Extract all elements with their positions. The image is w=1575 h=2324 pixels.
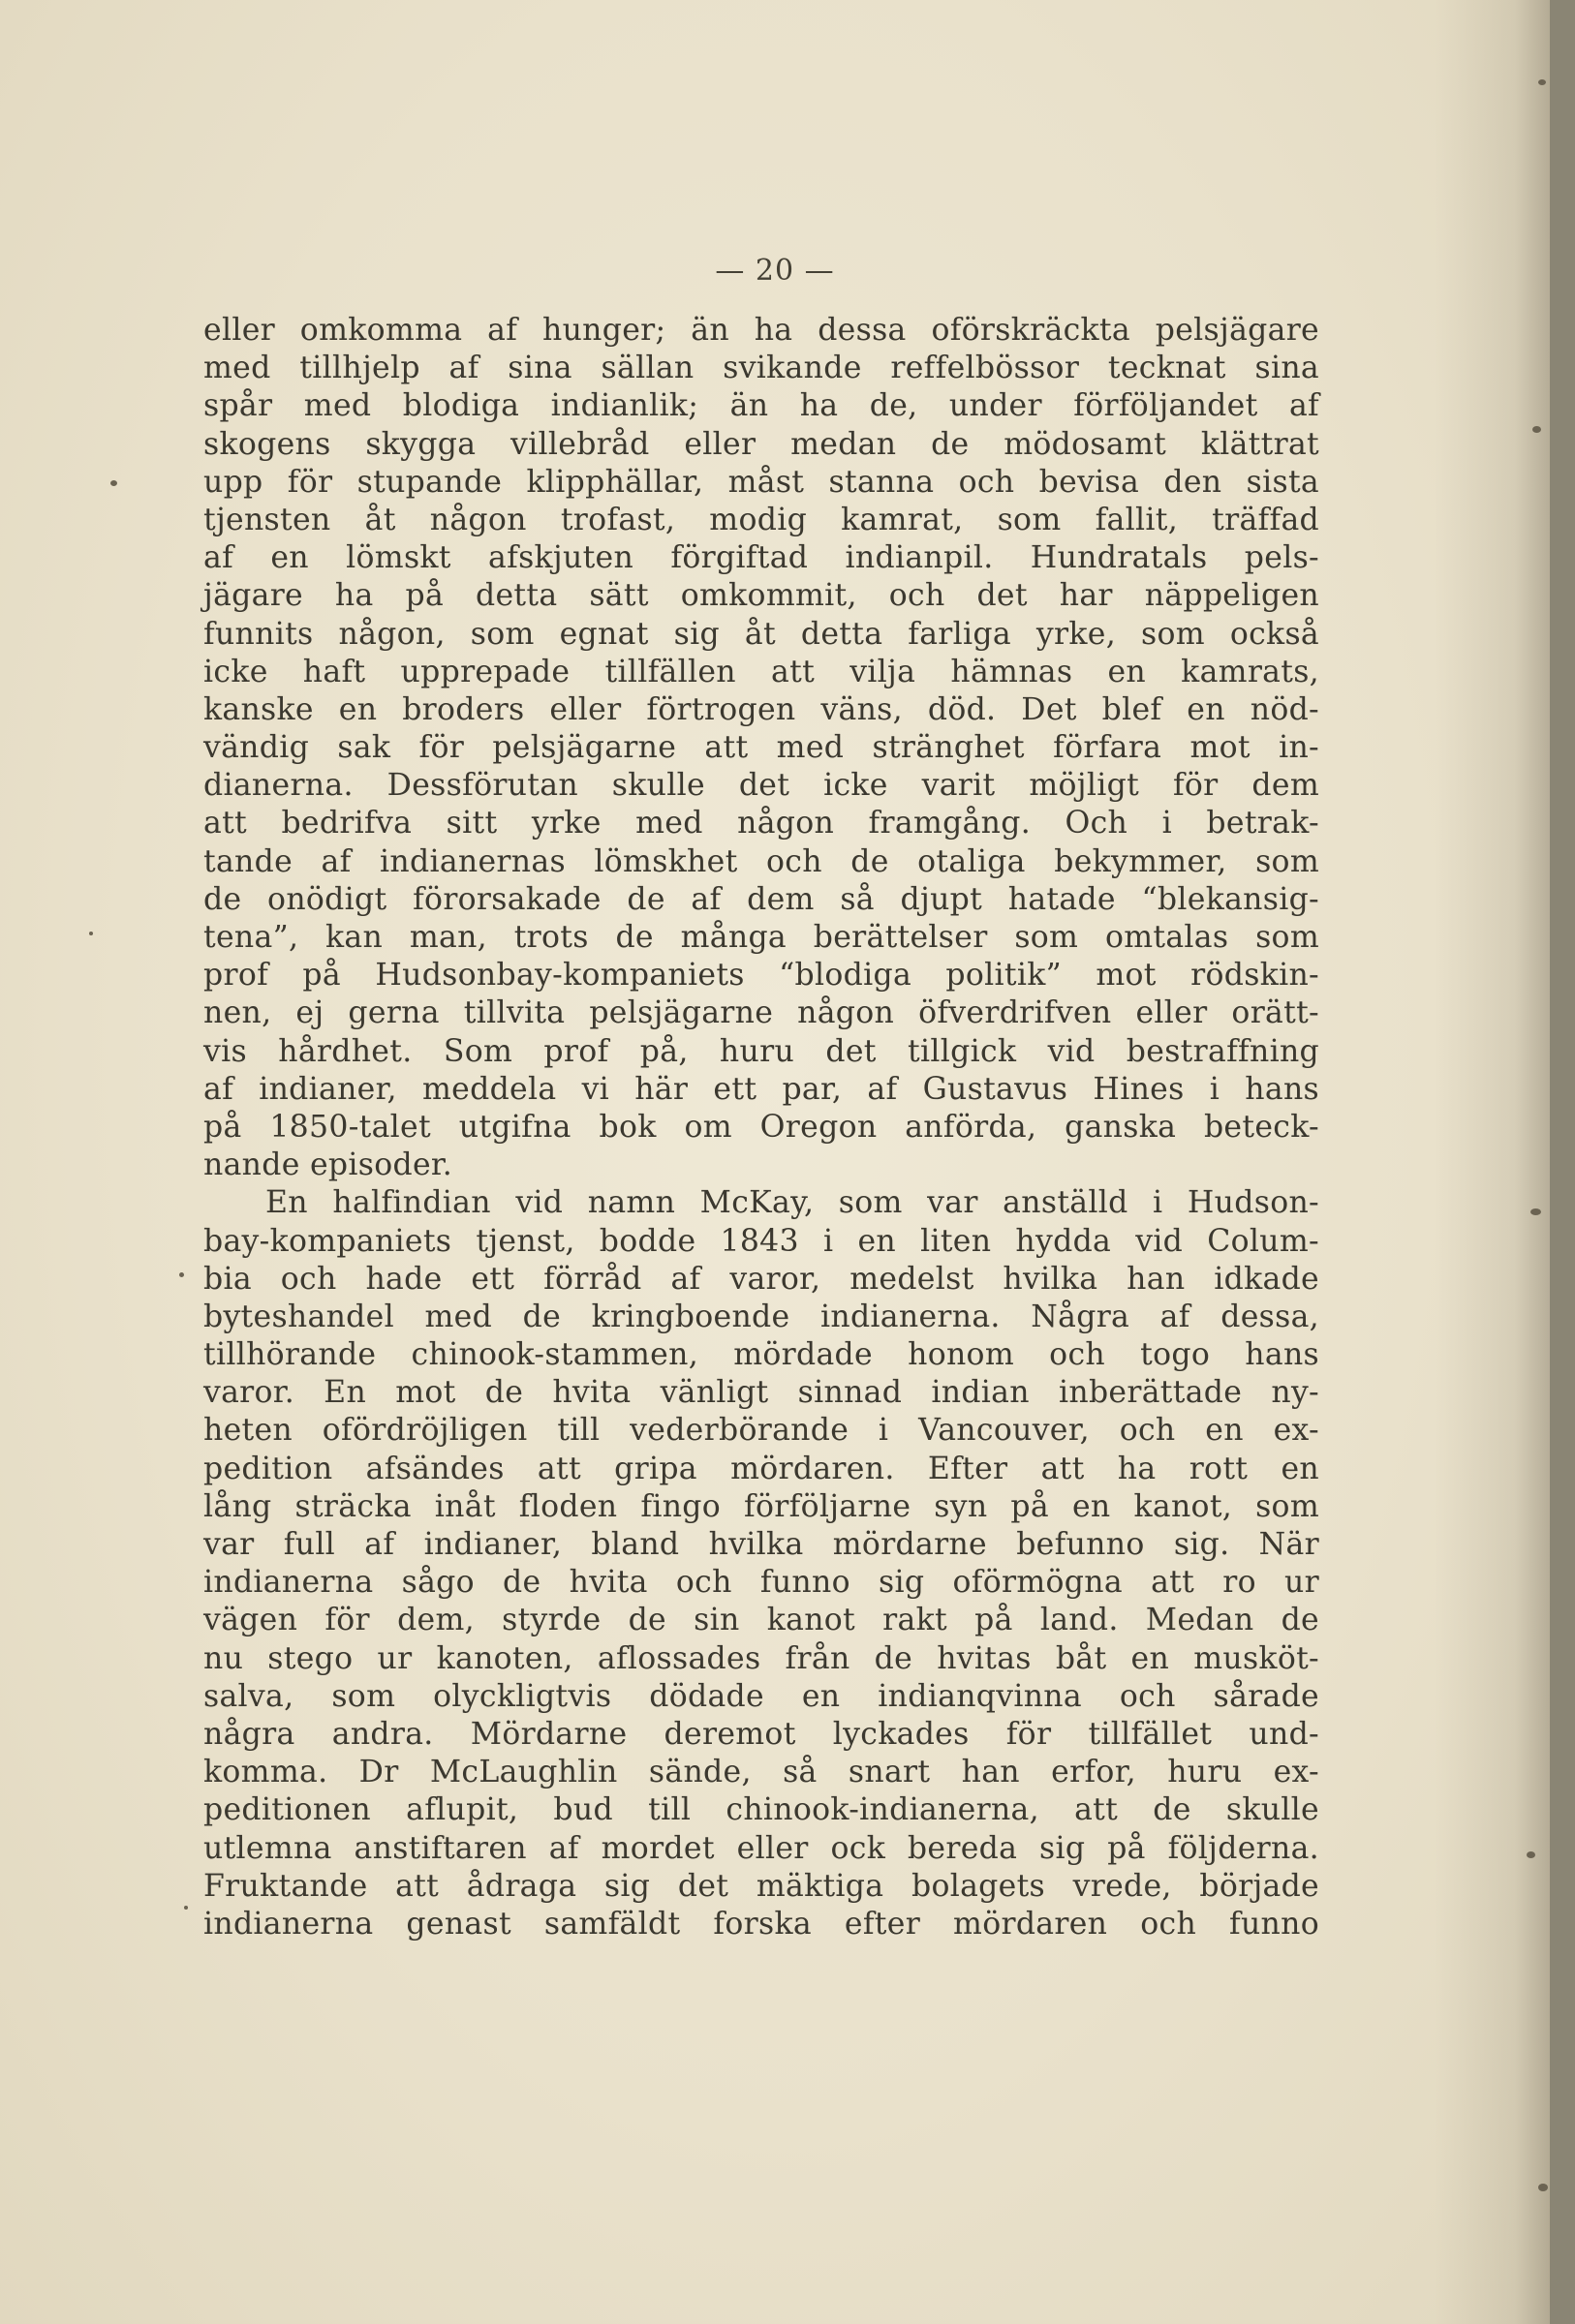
- text-line: nen, ej gerna tillvita pelsjägarne någon öfverdrifven eller orätt-: [203, 995, 1319, 1031]
- text-line: tjensten åt någon trofast, modig kamrat, som fallit, träffad: [203, 502, 1319, 537]
- text-line: kanske en broders eller förtrogen väns, död. Det blef en nöd-: [203, 691, 1319, 727]
- text-line: heten ofördröjligen till vederbörande i Vancouver, och en ex-: [203, 1413, 1319, 1449]
- paper-speck: [184, 1906, 188, 1910]
- text-line: icke haft upprepade tillfällen att vilja hämnas en kamrats,: [203, 654, 1319, 689]
- text-line: tena”, kan man, trots de många berättelser som omtalas som: [203, 920, 1319, 955]
- text-line: nu stego ur kanoten, aflossades från de hvitas båt en musköt-: [203, 1640, 1319, 1676]
- text-line: komma. Dr McLaughlin sände, så snart han erfor, huru ex-: [203, 1755, 1319, 1790]
- text-line: bay-kompaniets tjenst, bodde 1843 i en liten hydda vid Colum-: [203, 1223, 1319, 1259]
- paper-speck: [1538, 79, 1546, 85]
- text-line: nande episoder.: [203, 1147, 453, 1183]
- text-line: lång sträcka inåt floden fingo förföljarne syn på en kanot, som: [203, 1488, 1319, 1524]
- text-line: utlemna anstiftaren af mordet eller ock bereda sig på följderna.: [203, 1830, 1319, 1866]
- text-line: var full af indianer, bland hvilka mördarne befunno sig. När: [203, 1527, 1319, 1562]
- text-line: vägen för dem, styrde de sin kanot rakt på land. Medan de: [203, 1603, 1319, 1638]
- paper-speck: [1538, 2184, 1548, 2191]
- paper-speck: [1532, 426, 1541, 433]
- text-line: indianerna genast samfäldt forska efter mördaren och funno: [203, 1906, 1319, 1942]
- text-line: spår med blodiga indianlik; än ha de, under förföljandet af: [203, 388, 1319, 424]
- text-line: Fruktande att ådraga sig det mäktiga bolagets vrede, började: [203, 1868, 1319, 1904]
- text-line: vis hårdhet. Som prof på, huru det tillgick vid bestraffning: [203, 1033, 1319, 1069]
- page-edge-shadow: [1434, 0, 1550, 2324]
- page-number: — 20 —: [715, 254, 835, 288]
- text-line: indianerna sågo de hvita och funno sig oförmögna att ro ur: [203, 1565, 1319, 1601]
- text-line: tande af indianernas lömskhet och de otaliga bekymmer, som: [203, 843, 1319, 879]
- text-line: skogens skygga villebråd eller medan de mödosamt klättrat: [203, 426, 1319, 462]
- text-line: salva, som olyckligtvis dödade en indianqvinna och sårade: [203, 1678, 1319, 1714]
- text-line: tillhörande chinook-stammen, mördade honom och togo hans: [203, 1337, 1319, 1373]
- text-line: på 1850-talet utgifna bok om Oregon anförda, ganska beteck-: [203, 1109, 1319, 1145]
- text-line: att bedrifva sitt yrke med någon framgång. Och i betrak-: [203, 806, 1319, 841]
- text-line: varor. En mot de hvita vänligt sinnad indian inberättade ny-: [203, 1375, 1319, 1411]
- text-line: pedition afsändes att gripa mördaren. Efter att ha rott en: [203, 1451, 1319, 1486]
- paper-speck: [110, 480, 117, 486]
- paper-speck: [89, 932, 93, 935]
- text-line: funnits någon, som egnat sig åt detta farliga yrke, som också: [203, 616, 1319, 652]
- text-line: En halfindian vid namn McKay, som var anställd i Hudson-: [265, 1185, 1319, 1221]
- paper-speck: [1530, 1208, 1541, 1215]
- text-line: af indianer, meddela vi här ett par, af Gustavus Hines i hans: [203, 1071, 1319, 1107]
- text-line: upp för stupande klipphällar, måst stanna och bevisa den sista: [203, 464, 1319, 500]
- text-line: bia och hade ett förråd af varor, medelst hvilka han idkade: [203, 1261, 1319, 1297]
- paper-speck: [179, 1272, 184, 1277]
- book-edge: [1550, 0, 1575, 2324]
- text-line: med tillhjelp af sina sällan svikande reffelbössor tecknat sina: [203, 351, 1319, 386]
- text-line: några andra. Mördarne deremot lyckades för tillfället und-: [203, 1716, 1319, 1752]
- text-line: eller omkomma af hunger; än ha dessa oförskräckta pelsjägare: [203, 313, 1319, 348]
- text-line: vändig sak för pelsjägarne att med stränghet förfara mot in-: [203, 730, 1319, 766]
- text-line: af en lömskt afskjuten förgiftad indianpil. Hundratals pels-: [203, 540, 1319, 576]
- text-line: peditionen aflupit, bud till chinook-indianerna, att de skulle: [203, 1792, 1319, 1828]
- text-line: de onödigt förorsakade de af dem så djupt hatade “blekansig-: [203, 881, 1319, 917]
- body-text: [203, 312, 1319, 1943]
- paper-speck: [1527, 1851, 1535, 1858]
- text-line: byteshandel med de kringboende indianerna. Några af dessa,: [203, 1299, 1319, 1334]
- text-line: jägare ha på detta sätt omkommit, och det har näppeligen: [203, 578, 1319, 614]
- text-line: prof på Hudsonbay-kompaniets “blodiga politik” mot rödskin-: [203, 958, 1319, 994]
- text-line: dianerna. Dessförutan skulle det icke varit möjligt för dem: [203, 768, 1319, 804]
